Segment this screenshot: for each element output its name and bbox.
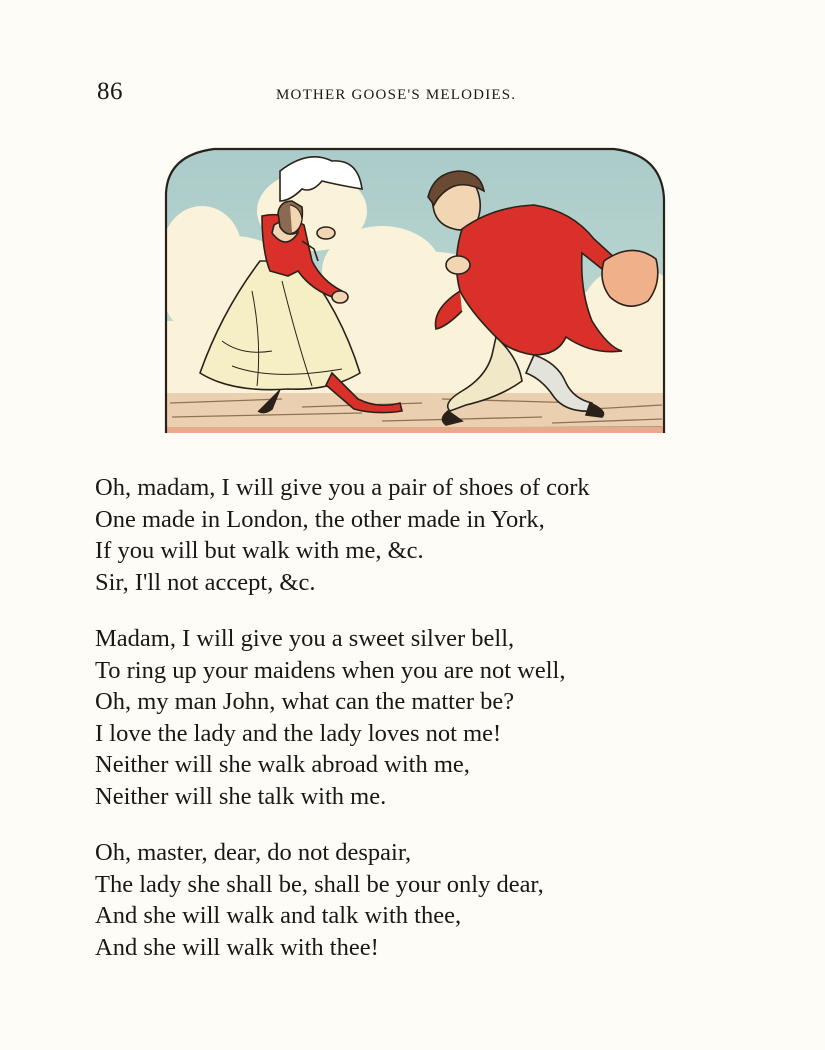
illustration — [162, 141, 667, 437]
running-title: MOTHER GOOSE'S MELODIES. — [276, 87, 517, 103]
poem-line: Neither will she walk abroad with me, — [95, 751, 470, 778]
poem-line: Oh, my man John, what can the matter be? — [95, 688, 515, 715]
stanza-2 — [95, 623, 715, 812]
poem-line: Sir, I'll not accept, &c. — [95, 568, 316, 596]
ground-edge — [162, 427, 667, 437]
poem-line: Oh, master, dear, do not despair, — [95, 839, 412, 866]
poem-line: Oh, madam, I will give you a pair of shoes of cork — [95, 474, 590, 501]
poem-line: Neither will she talk with me. — [95, 782, 387, 810]
poem-line: And she will walk and talk with thee, — [95, 902, 462, 929]
poem-line: And she will walk with thee! — [95, 933, 379, 961]
page-number: 86 — [97, 78, 123, 105]
dancing-couple-engraving — [162, 141, 667, 437]
stanza-3 — [95, 837, 715, 963]
poem — [95, 472, 715, 988]
stanza-1 — [95, 472, 715, 598]
poem-line: To ring up your maidens when you are not well, — [95, 656, 566, 684]
poem-line: One made in London, the other made in York, — [95, 505, 545, 533]
poem-line: I love the lady and the lady loves not me! — [95, 719, 502, 747]
poem-line: The lady she shall be, shall be your only dear, — [95, 870, 544, 898]
poem-line: Madam, I will give you a sweet silver bell, — [95, 625, 515, 652]
poem-line: If you will but walk with me, &c. — [95, 537, 424, 564]
